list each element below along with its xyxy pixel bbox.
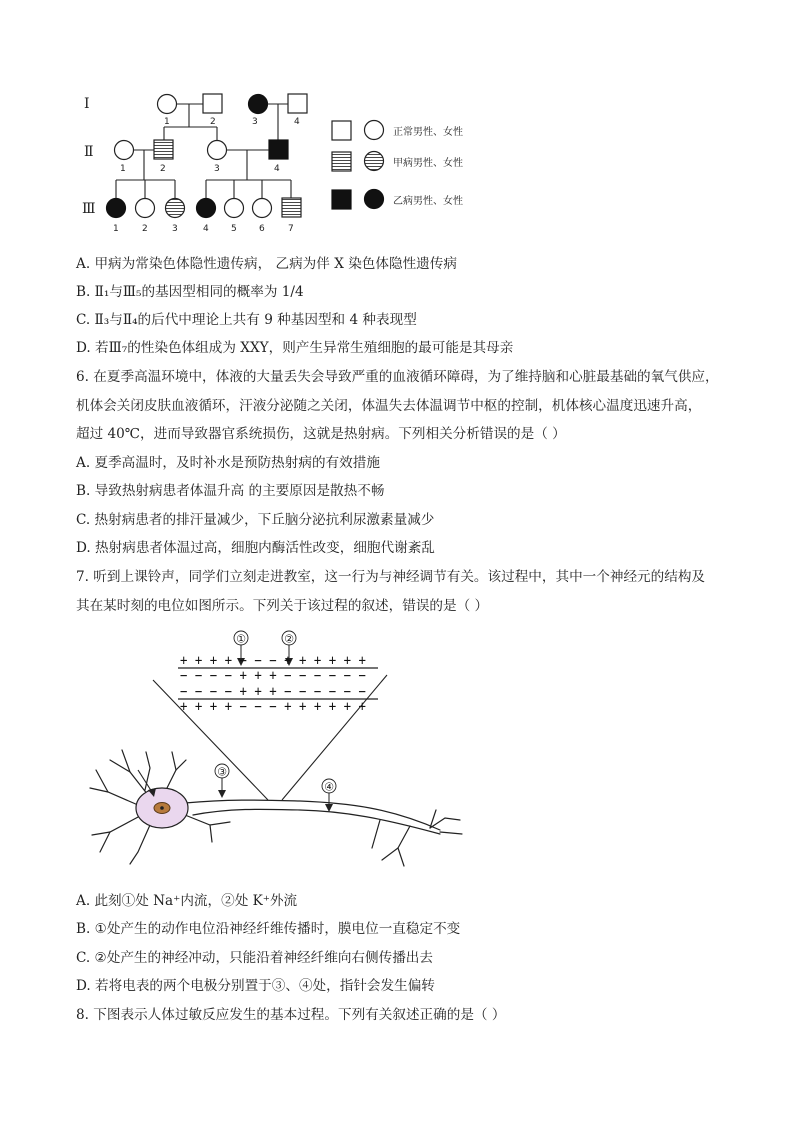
q7-stem-line-2: 其在某时刻的电位如图所示。下列关于该过程的叙述，错误的是（ ） bbox=[76, 598, 489, 614]
gen3-num-3: 3 bbox=[172, 224, 178, 234]
gen1-num-3: 3 bbox=[252, 117, 258, 127]
charge-row-3: − − − − + + + − − − − − − bbox=[180, 684, 366, 700]
charge-row-4: + + + + − − − + + + + + + bbox=[180, 699, 366, 715]
gen3-female-2 bbox=[136, 199, 155, 218]
charge-row-1: + + + + − − − + + + + + + bbox=[180, 653, 366, 669]
legend-b-label: 乙病男性、女性 bbox=[393, 196, 463, 207]
legend-a-label: 甲病男性、女性 bbox=[393, 158, 463, 169]
legend-a-male bbox=[332, 152, 351, 171]
legend-b-female bbox=[365, 190, 384, 209]
q5-option-b: B. Ⅱ₁与Ⅲ₅的基因型相同的概率为 1/4 bbox=[76, 284, 304, 300]
gen3-num-6: 6 bbox=[259, 224, 265, 234]
pedigree-figure bbox=[0, 0, 794, 240]
gen1-male-2 bbox=[203, 94, 222, 113]
gen2-num-4: 4 bbox=[274, 164, 280, 174]
q5-option-a: A. 甲病为常染色体隐性遗传病， 乙病为伴 X 染色体隐性遗传病 bbox=[76, 256, 457, 272]
gen2-num-3: 3 bbox=[214, 164, 220, 174]
q6-stem-line-1: 6. 在夏季高温环境中，体液的大量丢失会导致严重的血液循环障碍，为了维持脑和心脏最基础的氧气供应， bbox=[76, 369, 719, 385]
pedigree-legend bbox=[332, 121, 463, 210]
q5-option-c: C. Ⅱ₃与Ⅱ₄的后代中理论上共有 9 种基因型和 4 种表现型 bbox=[76, 312, 417, 328]
neuron-figure bbox=[0, 620, 794, 890]
marker-1: ① bbox=[236, 632, 246, 646]
gen1-female-1 bbox=[158, 95, 177, 114]
gen3-num-1: 1 bbox=[113, 224, 119, 234]
gen1-num-1: 1 bbox=[164, 117, 170, 127]
gen3-num-5: 5 bbox=[231, 224, 237, 234]
q7-option-a: A. 此刻①处 Na⁺内流，②处 K⁺外流 bbox=[76, 893, 298, 909]
gen3-num-7: 7 bbox=[288, 224, 294, 234]
gen3-num-4: 4 bbox=[203, 224, 209, 234]
legend-b-male bbox=[332, 190, 351, 209]
marker-2: ② bbox=[284, 632, 294, 646]
legend-a-female bbox=[365, 152, 384, 171]
marker-4: ④ bbox=[324, 780, 334, 794]
q5-option-d: D. 若Ⅲ₇的性染色体组成为 XXY，则产生异常生殖细胞的最可能是其母亲 bbox=[76, 340, 514, 356]
gen3-female-1-affected-b bbox=[107, 199, 126, 218]
legend-normal-label: 正常男性、女性 bbox=[393, 127, 463, 138]
gen3-num-2: 2 bbox=[142, 224, 148, 234]
q6-option-d: D. 热射病患者体温过高，细胞内酶活性改变，细胞代谢紊乱 bbox=[76, 540, 435, 556]
gen3-female-4-affected-b bbox=[197, 199, 216, 218]
legend-normal-male bbox=[332, 121, 351, 140]
gen1-female-3-affected-b bbox=[249, 95, 268, 114]
charge-row-2: − − − − + + + − − − − − − bbox=[180, 668, 366, 684]
q7-option-c: C. ②处产生的神经冲动，只能沿着神经纤维向右侧传播出去 bbox=[76, 950, 433, 966]
q6-stem-line-2: 机体会关闭皮肤血液循环，汗液分泌随之关闭，体温失去体温调节中枢的控制，机体核心温度迅速升高， bbox=[76, 398, 702, 414]
gen3-female-3-affected-a bbox=[166, 199, 185, 218]
gen2-female-1 bbox=[115, 141, 134, 160]
marker-3: ③ bbox=[217, 765, 227, 779]
q6-stem-line-3: 超过 40℃，进而导致器官系统损伤，这就是热射病。下列相关分析错误的是（ ） bbox=[76, 426, 566, 442]
gen2-female-3 bbox=[208, 141, 227, 160]
q7-option-d: D. 若将电表的两个电极分别置于③、④处，指针会发生偏转 bbox=[76, 978, 435, 994]
gen3-female-5 bbox=[225, 199, 244, 218]
generation-label-1: Ⅰ bbox=[84, 97, 90, 112]
legend-normal-female bbox=[365, 121, 384, 140]
q6-option-b: B. 导致热射病患者体温升高 的主要原因是散热不畅 bbox=[76, 483, 385, 499]
gen1-num-4: 4 bbox=[294, 117, 300, 127]
gen1-male-4 bbox=[288, 94, 307, 113]
gen2-male-2-affected-a bbox=[154, 140, 173, 159]
q7-stem-line-1: 7. 听到上课铃声，同学们立刻走进教室，这一行为与神经调节有关。该过程中，其中一个神经元的结构及 bbox=[76, 569, 706, 585]
gen2-num-2: 2 bbox=[160, 164, 166, 174]
q6-option-c: C. 热射病患者的排汗量减少，下丘脑分泌抗利尿激素量减少 bbox=[76, 512, 435, 528]
q6-option-a: A. 夏季高温时，及时补水是预防热射病的有效措施 bbox=[76, 455, 380, 471]
gen2-num-1: 1 bbox=[120, 164, 126, 174]
gen1-num-2: 2 bbox=[210, 117, 216, 127]
generation-label-2: Ⅱ bbox=[84, 145, 94, 160]
gen3-female-6 bbox=[253, 199, 272, 218]
gen2-male-4-affected-b bbox=[269, 140, 288, 159]
generation-label-3: Ⅲ bbox=[82, 202, 96, 217]
q8-stem: 8. 下图表示人体过敏反应发生的基本过程。下列有关叙述正确的是（ ） bbox=[76, 1007, 506, 1023]
q7-option-b: B. ①处产生的动作电位沿神经纤维传播时，膜电位一直稳定不变 bbox=[76, 921, 461, 937]
gen3-male-7-affected-a bbox=[282, 198, 301, 217]
